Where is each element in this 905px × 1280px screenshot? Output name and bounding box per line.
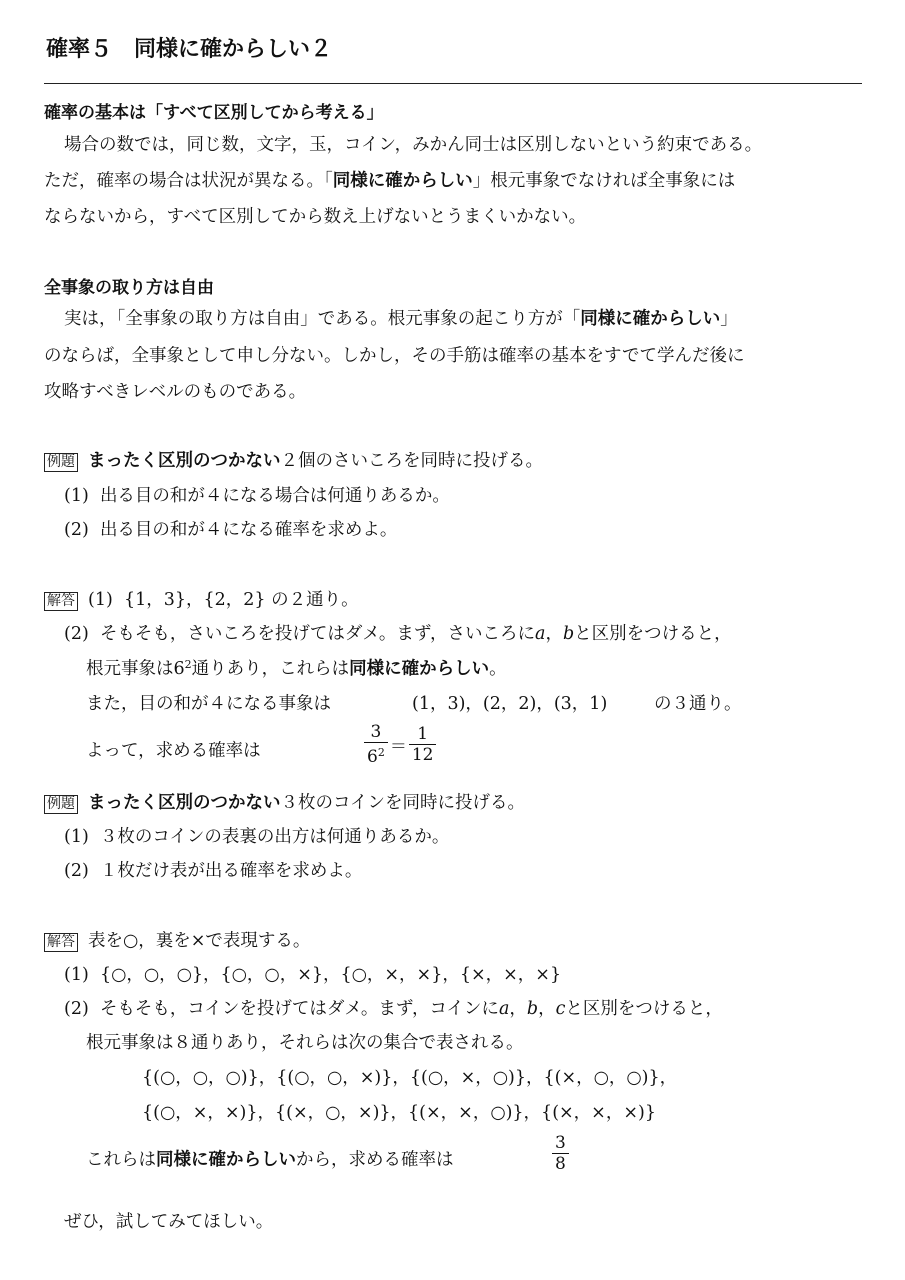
- paragraph-line: 実は，「全事象の取り方は自由」である。根元事象の起こり方が「同様に確からしい」: [64, 309, 738, 329]
- section-heading-basics: 確率の基本は「すべて区別してから考える」: [44, 103, 384, 123]
- paragraph-line: 攻略すべきレベルのものである。: [44, 382, 307, 402]
- example-tag: 例題: [44, 453, 78, 472]
- event-set: (1，3)，(2，2)，(3，1): [412, 694, 608, 714]
- answer-2-part-1: (1) {○，○，○}，{○，○，×}，{○，×，×}，{×，×，×}: [64, 965, 562, 985]
- example-2-question-1: (1) ３枚のコインの表裏の出方は何通りあるか。: [64, 827, 450, 847]
- paragraph-line: ならないから，すべて区別してから数え上げないとうまくいかない。: [44, 207, 587, 227]
- answer-1-line: また，目の和が４になる事象は: [86, 694, 331, 714]
- answer-1-line: 根元事象は$6^2$通りあり，これらは同様に確からしい。: [86, 658, 507, 679]
- answer-tag: 解答: [44, 933, 78, 952]
- fraction: $\frac{1}{12}$: [409, 724, 437, 765]
- outcome-set-row: {(○，×，×)}，{(×，○，×)}，{(×，×，○)}，{(×，×，×)}: [142, 1103, 656, 1123]
- outcome-set-row: {(○，○，○)}，{(○，○，×)}，{(○，×，○)}，{(×，○，○)}，: [142, 1068, 678, 1088]
- paragraph-line: 場合の数では，同じ数，文字，玉，コイン，みかん同士は区別しないという約束である。: [64, 135, 763, 155]
- answer-1-part-2: (2) そもそも，さいころを投げてはダメ。まず，さいころにa，bと区別をつけると，: [64, 624, 732, 644]
- emphasis: 同様に確からしい: [156, 1150, 296, 1170]
- example-tag: 例題: [44, 795, 78, 814]
- fraction: $\frac{3}{6^2}$: [364, 722, 388, 767]
- answer-tag: 解答: [44, 592, 78, 611]
- example-1-statement: 例題 まったく区別のつかない２個のさいころを同時に投げる。: [44, 447, 543, 472]
- paragraph-line: ただ，確率の場合は状況が異なる。「同様に確からしい」根元事象でなければ全事象には: [44, 171, 736, 191]
- emphasis: 同様に確からしい: [580, 309, 721, 329]
- answer-1-part-1: 解答 (1) {1，3}，{2，2} の２通り。: [44, 586, 359, 611]
- probability-expression: $\frac{3}{6^2}$ ＝ $\frac{1}{12}$: [364, 722, 436, 767]
- section-heading-free: 全事象の取り方は自由: [44, 278, 214, 298]
- answer-2-intro: 解答 表を○，裏を×で表現する。: [44, 927, 310, 952]
- example-1-question-2: (2) 出る目の和が４になる確率を求めよ。: [64, 520, 398, 540]
- emphasis: 同様に確からしい: [349, 659, 490, 679]
- example-1-question-1: (1) 出る目の和が４になる場合は何通りあるか。: [64, 486, 450, 506]
- page-title: 確率５ 同様に確からしい２: [46, 37, 333, 62]
- answer-1-line: よって，求める確率は: [86, 741, 261, 761]
- title-divider: [44, 83, 862, 84]
- paragraph-line: のならば，全事象として申し分ない。しかし，その手筋は確率の基本をすでて学んだ後に: [44, 346, 745, 366]
- example-2-statement: 例題 まったく区別のつかない３枚のコインを同時に投げる。: [44, 789, 525, 814]
- closing-line: ぜひ，試してみてほしい。: [64, 1212, 274, 1232]
- answer-2-line: 根元事象は８通りあり，それらは次の集合で表される。: [86, 1033, 524, 1053]
- probability-fraction: $\frac{3}{8}$: [552, 1133, 569, 1174]
- answer-2-part-2: (2) そもそも，コインを投げてはダメ。まず，コインにa，b，cと区別をつけると，: [64, 999, 723, 1019]
- example-2-question-2: (2) １枚だけ表が出る確率を求めよ。: [64, 861, 363, 881]
- answer-2-line: これらは同様に確からしいから，求める確率は: [86, 1150, 454, 1170]
- answer-1-line: の３通り。: [654, 694, 742, 714]
- emphasis: 同様に確からしい: [332, 171, 473, 191]
